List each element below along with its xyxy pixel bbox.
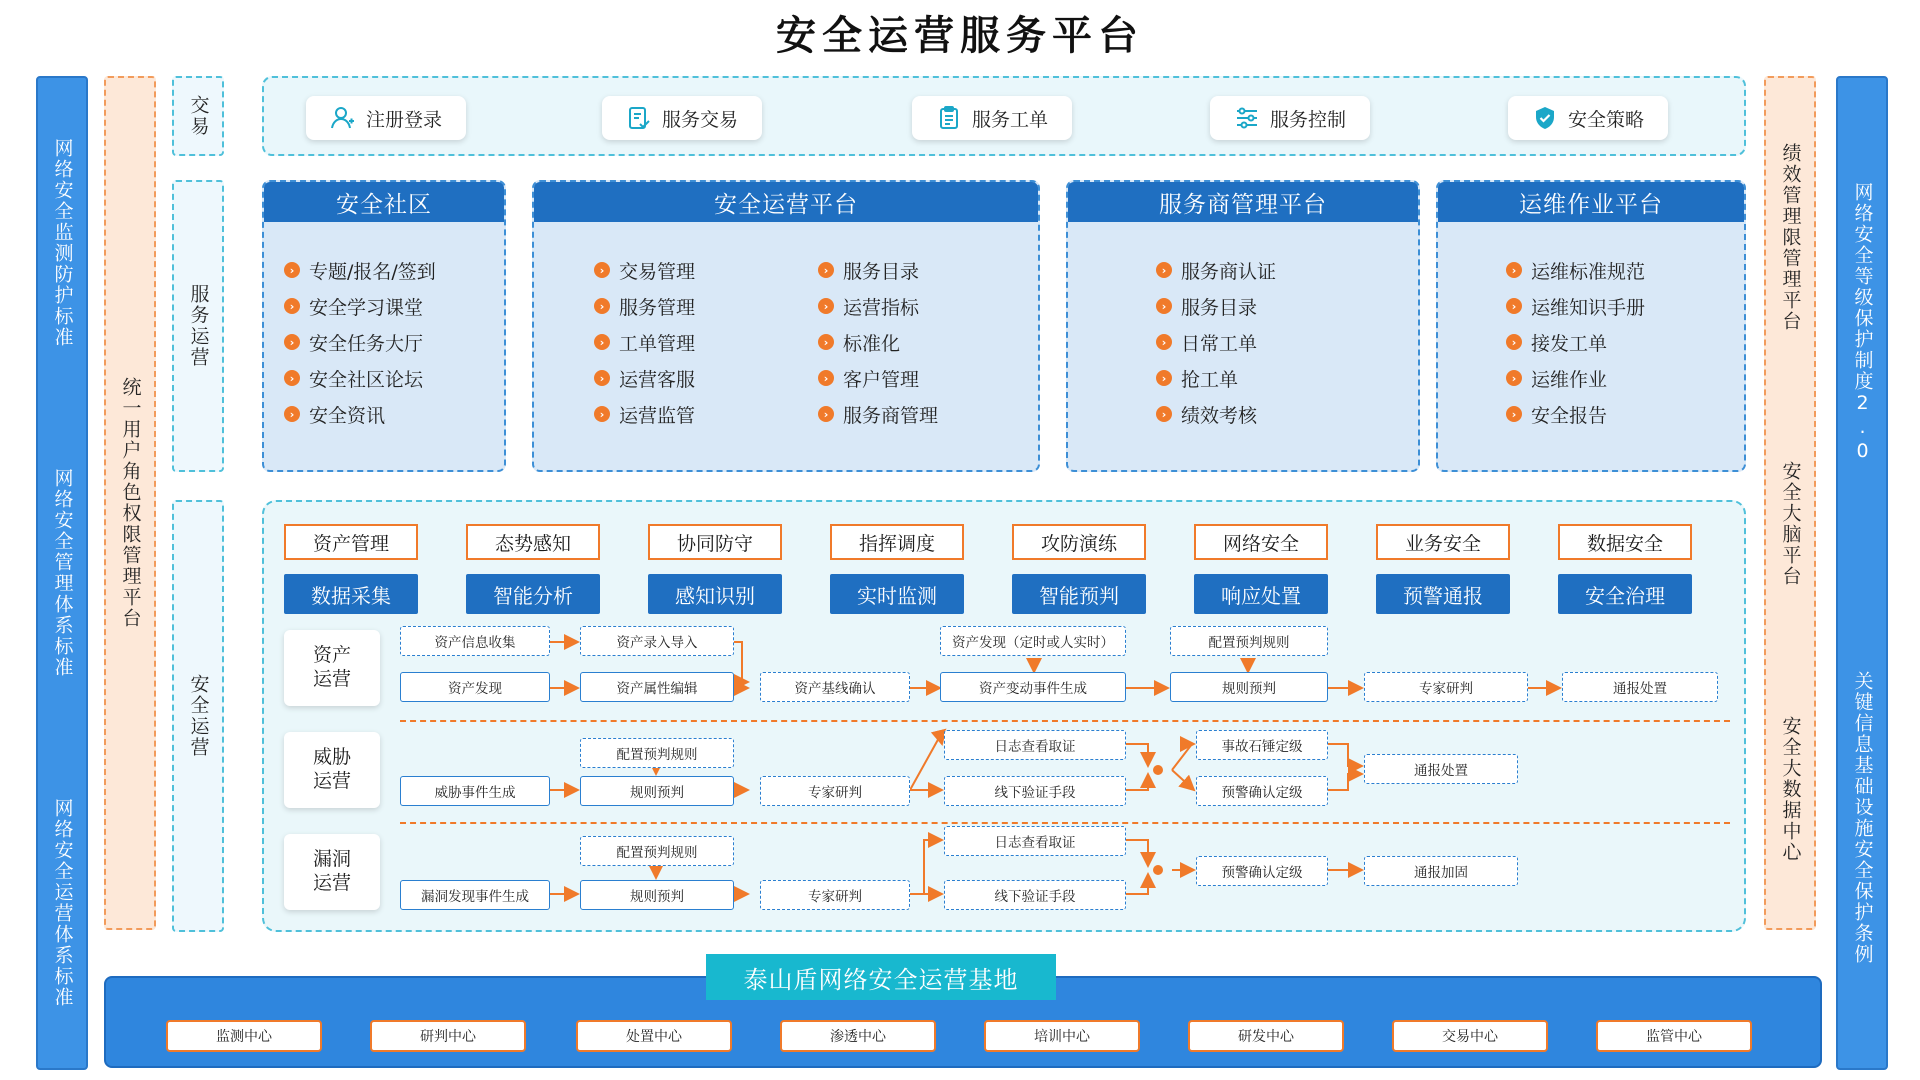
chevron-right-icon: › [284,334,300,350]
list-item[interactable]: › 接发工单 [1506,324,1645,360]
service-trade-button[interactable]: 服务交易 [602,96,762,140]
tag-intelligent-prediction[interactable]: 智能预判 [1012,574,1146,614]
tag-intelligent-analysis[interactable]: 智能分析 [466,574,600,614]
left-standard-1: 网络安全监测防护标准 [51,138,74,348]
vuln-expert-judge[interactable]: 专家研判 [760,880,910,910]
right-platform-bar [1764,76,1816,930]
list-item[interactable]: › 运维作业 [1506,360,1645,396]
chevron-right-icon: › [818,406,834,422]
base-item-monitoring[interactable]: 监测中心 [166,1020,322,1052]
list-item[interactable]: › 服务目录 [818,252,938,288]
list-item[interactable]: › 安全任务大厅 [284,324,436,360]
list-item[interactable]: › 工单管理 [594,324,695,360]
chevron-right-icon: › [1156,406,1172,422]
panel-title: 运维作业平台 [1438,182,1744,222]
user-icon [330,105,356,131]
chevron-right-icon: › [284,298,300,314]
safety-section-label: 安全运营 [172,500,224,932]
trade-section [262,76,1746,156]
safety-operations-section [262,500,1746,932]
chevron-right-icon: › [594,406,610,422]
panel-title: 安全社区 [264,182,504,222]
register-login-button[interactable]: 注册登录 [306,96,466,140]
asset-baseline-confirm[interactable]: 资产基线确认 [760,672,910,702]
row-label-asset-ops: 资产 运营 [284,630,380,706]
vuln-event-gen[interactable]: 漏洞发现事件生成 [400,880,550,910]
base-item-handling[interactable]: 处置中心 [576,1020,732,1052]
tag-security-governance[interactable]: 安全治理 [1558,574,1692,614]
panel-title: 服务商管理平台 [1068,182,1418,222]
asset-entry-import[interactable]: 资产录入导入 [580,626,734,656]
right-regulation-2: 关键信息基础设施安全保护条例 [1851,670,1874,965]
threat-report[interactable]: 通报处置 [1364,754,1518,784]
vuln-log-view[interactable]: 日志查看取证 [944,826,1126,856]
panel-title: 安全运营平台 [534,182,1038,222]
asset-discover[interactable]: 资产发现 [400,672,550,702]
service-ticket-button[interactable]: 服务工单 [912,96,1072,140]
panel-security-community [262,180,506,472]
base-title: 泰山盾网络安全运营基地 [706,954,1056,1000]
list-item[interactable]: › 日常工单 [1156,324,1276,360]
chevron-right-icon: › [594,334,610,350]
right-regulation-bar [1836,76,1888,1070]
unified-permission-bar [104,76,156,930]
list-item[interactable]: › 安全报告 [1506,396,1645,432]
chevron-right-icon: › [1156,370,1172,386]
panel-security-ops-platform [532,180,1040,472]
vuln-rule-judge[interactable]: 规则预判 [580,880,734,910]
vuln-offline-verify[interactable]: 线下验证手段 [944,880,1126,910]
tag-asset-management[interactable]: 资产管理 [284,524,418,560]
chevron-right-icon: › [1506,370,1522,386]
right-platform-3: 安全大数据中心 [1779,716,1802,864]
unified-permission-label: 统一用户角色权限管理平台 [119,377,142,629]
chevron-right-icon: › [818,298,834,314]
chevron-right-icon: › [594,370,610,386]
asset-attr-edit[interactable]: 资产属性编辑 [580,672,734,702]
chevron-right-icon: › [1506,262,1522,278]
left-standard-3: 网络安全运营体系标准 [51,798,74,1008]
chevron-right-icon: › [594,298,610,314]
tag-data-security[interactable]: 数据安全 [1558,524,1692,560]
page-title: 安全运营服务平台 [776,13,1144,59]
tag-collaborative-defense[interactable]: 协同防守 [648,524,782,560]
left-standards-bar [36,76,88,1070]
row-label-vuln-ops: 漏洞 运营 [284,834,380,910]
chevron-right-icon: › [818,334,834,350]
tag-data-collection[interactable]: 数据采集 [284,574,418,614]
trade-section-label: 交易 [172,76,224,156]
list-item[interactable]: › 标准化 [818,324,938,360]
asset-rule-config[interactable]: 配置预判规则 [1170,626,1328,656]
chevron-right-icon: › [1156,298,1172,314]
base-item-analysis[interactable]: 研判中心 [370,1020,526,1052]
chevron-right-icon: › [1506,298,1522,314]
vuln-report[interactable]: 通报加固 [1364,856,1518,886]
panel-ops-work-platform [1436,180,1746,472]
chevron-right-icon: › [1156,334,1172,350]
vuln-warning-grade[interactable]: 预警确认定级 [1196,856,1328,886]
right-regulation-1: 网络安全等级保护制度2.0 [1851,181,1874,464]
threat-expert-judge[interactable]: 专家研判 [760,776,910,806]
chevron-right-icon: › [818,262,834,278]
clipboard-icon [936,105,962,131]
tag-perception-recognition[interactable]: 感知识别 [648,574,782,614]
asset-report[interactable]: 通报处置 [1562,672,1718,702]
base-item-trading[interactable]: 交易中心 [1392,1020,1548,1052]
security-policy-button[interactable]: 安全策略 [1508,96,1668,140]
list-item[interactable]: › 安全学习课堂 [284,288,436,324]
chevron-right-icon: › [1156,262,1172,278]
list-item[interactable]: › 专题/报名/签到 [284,252,436,288]
sliders-icon [1234,105,1260,131]
list-item[interactable]: › 运维标准规范 [1506,252,1645,288]
tag-network-security[interactable]: 网络安全 [1194,524,1328,560]
chevron-right-icon: › [818,370,834,386]
base-item-training[interactable]: 培训中心 [984,1020,1140,1052]
tag-attack-defense-drill[interactable]: 攻防演练 [1012,524,1146,560]
chevron-right-icon: › [284,406,300,422]
list-item[interactable]: › 交易管理 [594,252,695,288]
asset-change-event[interactable]: 资产变动事件生成 [940,672,1126,702]
asset-expert-judge[interactable]: 专家研判 [1364,672,1528,702]
threat-event-gen[interactable]: 威胁事件生成 [400,776,550,806]
service-section-label: 服务运营 [172,180,224,472]
base-item-penetration[interactable]: 渗透中心 [780,1020,936,1052]
list-item[interactable]: › 运营客服 [594,360,695,396]
list-item[interactable]: › 客户管理 [818,360,938,396]
list-item[interactable]: › 安全资讯 [284,396,436,432]
tag-situation-awareness[interactable]: 态势感知 [466,524,600,560]
base-item-supervision[interactable]: 监管中心 [1596,1020,1752,1052]
list-item[interactable]: › 服务商管理 [818,396,938,432]
chevron-right-icon: › [594,262,610,278]
threat-rule-config[interactable]: 配置预判规则 [580,738,734,768]
service-control-button[interactable]: 服务控制 [1210,96,1370,140]
left-standard-2: 网络安全管理体系标准 [51,468,74,678]
panel-vendor-management [1066,180,1420,472]
list-item[interactable]: › 运营监管 [594,396,695,432]
asset-rule-judge[interactable]: 规则预判 [1170,672,1328,702]
document-check-icon [626,105,652,131]
list-item[interactable]: › 运营指标 [818,288,938,324]
threat-log-view[interactable]: 日志查看取证 [944,730,1126,760]
threat-rule-judge[interactable]: 规则预判 [580,776,734,806]
shield-check-icon [1532,105,1558,131]
list-item[interactable]: › 安全社区论坛 [284,360,436,396]
chevron-right-icon: › [1506,334,1522,350]
asset-discover-schedule[interactable]: 资产发现（定时或人实时） [940,626,1126,656]
base-item-rnd[interactable]: 研发中心 [1188,1020,1344,1052]
tag-realtime-monitoring[interactable]: 实时监测 [830,574,964,614]
tag-command-dispatch[interactable]: 指挥调度 [830,524,964,560]
flow-connectors [264,502,1748,934]
threat-incident-grade[interactable]: 事故石锤定级 [1196,730,1328,760]
list-item[interactable]: › 服务管理 [594,288,695,324]
threat-warning-grade[interactable]: 预警确认定级 [1196,776,1328,806]
list-item[interactable]: › 抢工单 [1156,360,1276,396]
list-item[interactable]: › 服务目录 [1156,288,1276,324]
tag-warning-notification[interactable]: 预警通报 [1376,574,1510,614]
vuln-rule-config[interactable]: 配置预判规则 [580,836,734,866]
tag-business-security[interactable]: 业务安全 [1376,524,1510,560]
tag-response-handling[interactable]: 响应处置 [1194,574,1328,614]
list-item[interactable]: › 绩效考核 [1156,396,1276,432]
chevron-right-icon: › [1506,406,1522,422]
asset-info-collect[interactable]: 资产信息收集 [400,626,550,656]
list-item[interactable]: › 运维知识手册 [1506,288,1645,324]
right-platform-1: 绩效管理限管理平台 [1779,142,1802,332]
right-platform-2: 安全大脑平台 [1779,460,1802,587]
list-item[interactable]: › 服务商认证 [1156,252,1276,288]
chevron-right-icon: › [284,370,300,386]
threat-offline-verify[interactable]: 线下验证手段 [944,776,1126,806]
row-label-threat-ops: 威胁 运营 [284,732,380,808]
chevron-right-icon: › [284,262,300,278]
